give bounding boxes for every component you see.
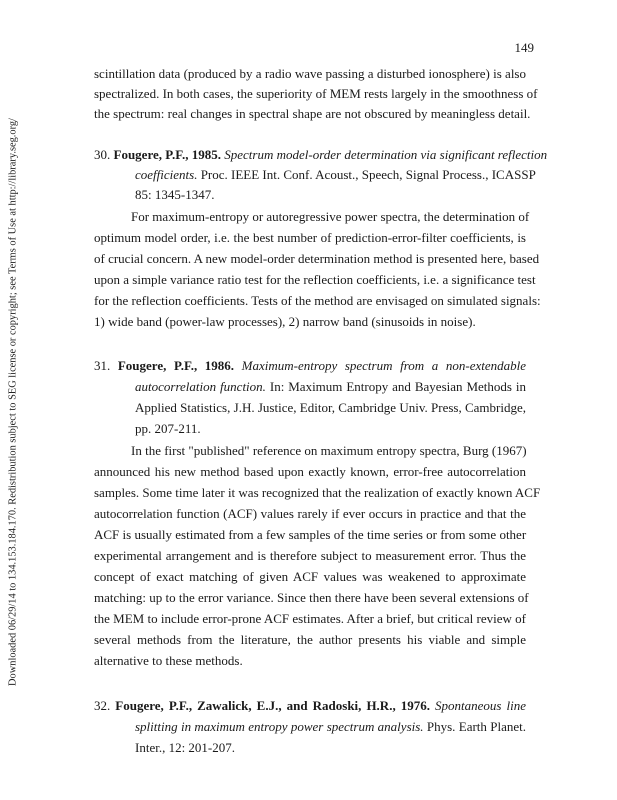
reference-number: 31. — [94, 358, 111, 373]
abstract-line: experimental arrangement and is therefore subject to measurement error. Thus the — [94, 548, 526, 563]
abstract-line: alternative to these methods. — [94, 653, 243, 668]
reference-32-heading — [94, 698, 526, 714]
abstract-line: of crucial concern. A new model-order determination method is presented here, based — [94, 251, 540, 266]
reference-title-cont: coefficients. — [135, 167, 198, 182]
reference-authors: Fougere, P.F., 1986. — [117, 358, 235, 373]
abstract-line: announced his new method based upon exactly known, error-free autocorrelation — [94, 464, 526, 479]
reference-31-source — [135, 379, 526, 395]
reference-30-source — [135, 167, 536, 183]
abstract-line: for the reflection coefficients. Tests of the method are envisaged on simulated signals: — [94, 293, 541, 308]
reference-title-cont: splitting in maximum entropy power spectrum analysis. — [135, 719, 424, 734]
abstract-line: optimum model order, i.e. the best number of prediction-error-filter coefficients, is — [94, 230, 526, 245]
reference-title: Maximum-entropy spectrum from a non-extendable — [241, 358, 526, 373]
reference-32-pages: Inter., 12: 201-207. — [135, 740, 236, 755]
abstract-line: concept of exact matching of given ACF values was weakened to approximate — [94, 569, 526, 584]
reference-31-heading — [94, 358, 526, 374]
abstract-line: several methods from the literature, the author presents his viable and simple — [94, 632, 526, 647]
abstract-line: upon a simple variance ratio test for the reflection coefficients, i.e. a significance test — [94, 272, 536, 287]
reference-31-pages: pp. 207-211. — [135, 421, 201, 436]
reference-authors: Fougere, P.F., 1985. — [113, 147, 221, 162]
intro-line: scintillation data (produced by a radio wave passing a disturbed ionosphere) is also — [94, 66, 526, 81]
abstract-line: For maximum-entropy or autoregressive power spectra, the determination of — [131, 209, 530, 224]
abstract-line: ACF is usually estimated from a few samples of the time series or from some other — [94, 527, 527, 542]
abstract-line: samples. Some time later it was recognized that the realization of exactly known ACF — [94, 485, 541, 500]
reference-30-pages: 85: 1345-1347. — [135, 187, 215, 202]
intro-line: the spectrum: real changes in spectral shape are not obscured by meaningless detail. — [94, 106, 531, 121]
reference-title-cont: autocorrelation function. — [135, 379, 266, 394]
reference-source: In: Maximum Entropy and Bayesian Methods in — [269, 379, 526, 394]
reference-number: 32. — [94, 698, 111, 713]
page-number: 149 — [514, 40, 534, 55]
abstract-line: the MEM to include error-prone ACF estimates. After a brief, but critical review of — [94, 611, 526, 626]
reference-title: Spectrum model-order determination via significant reflection — [224, 147, 548, 162]
reference-30-heading — [94, 147, 548, 163]
reference-32-source — [135, 719, 526, 735]
download-notice-text: Downloaded 06/29/14 to 134.153.184.170. Redistribution subject to SEG license or copyright; see Terms of Use at http://library.seg.org/ — [7, 118, 19, 686]
reference-authors: Fougere, P.F., Zawalick, E.J., and Radoski, H.R., 1976. — [115, 698, 430, 713]
abstract-line: In the first "published" reference on maximum entropy spectra, Burg (1967) — [131, 443, 527, 458]
reference-31-source: Applied Statistics, J.H. Justice, Editor, Cambridge Univ. Press, Cambridge, — [135, 400, 526, 415]
reference-source: Phys. Earth Planet. — [426, 719, 526, 734]
abstract-line: matching: up to the error variance. Since then there have been several extensions of — [94, 590, 529, 605]
download-notice — [0, 0, 26, 800]
abstract-line: autocorrelation function (ACF) values rarely if ever occurs in practice and that the — [94, 506, 526, 521]
abstract-line: 1) wide band (power-law processes), 2) narrow band (sinusoids in noise). — [94, 314, 476, 329]
reference-source: Proc. IEEE Int. Conf. Acoust., Speech, Signal Process., ICASSP — [200, 167, 536, 182]
reference-number: 30. — [94, 147, 111, 162]
reference-title: Spontaneous line — [435, 698, 527, 713]
intro-line: spectralized. In both cases, the superiority of MEM rests largely in the smoothness of — [94, 86, 538, 101]
